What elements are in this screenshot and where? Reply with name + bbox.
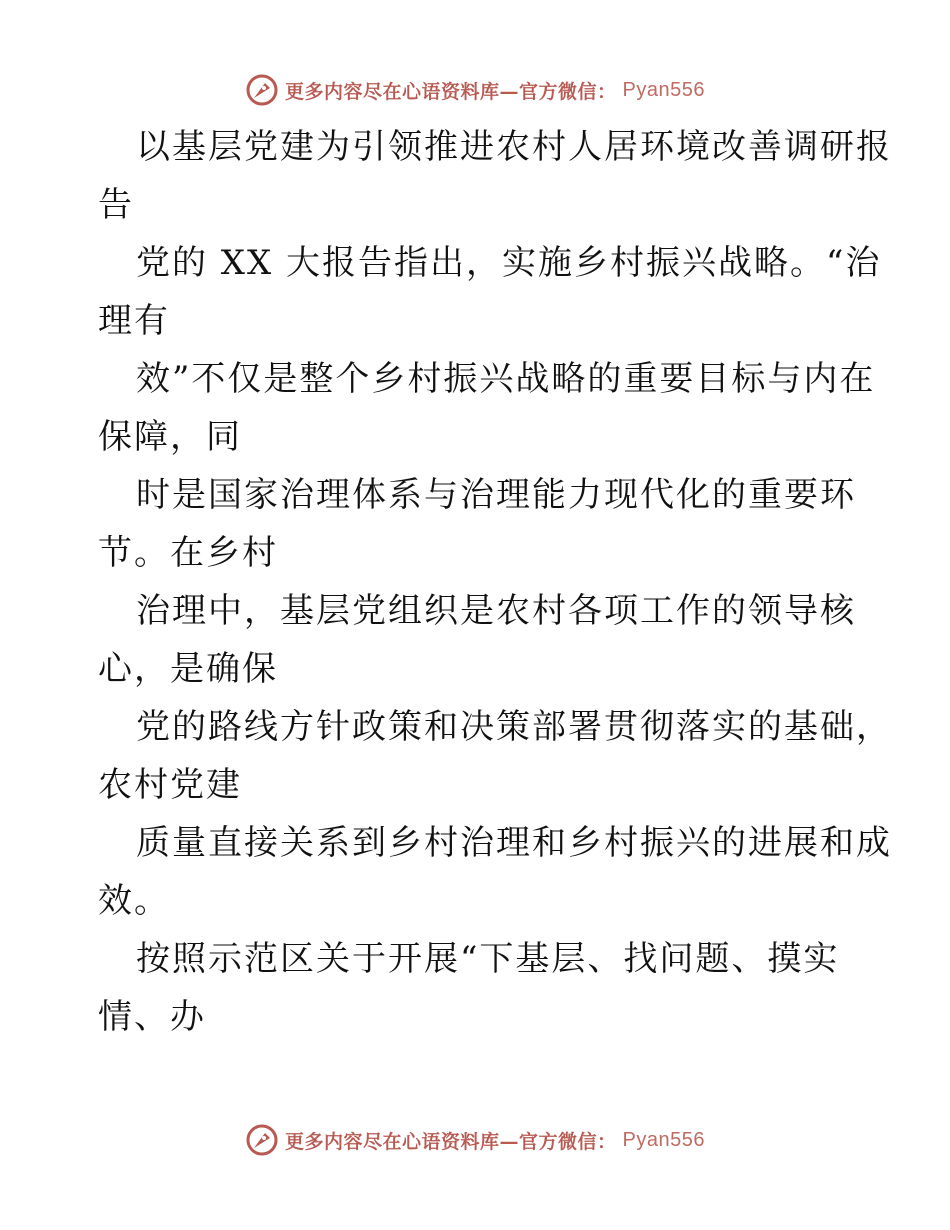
pen-nib-in-circle-icon xyxy=(245,73,279,107)
document-line: 治理中，基层党组织是农村各项工作的领导核 xyxy=(136,591,856,631)
document-line: 效。 xyxy=(98,881,170,921)
document-line: 保障，同 xyxy=(98,417,242,457)
document-body xyxy=(98,118,892,1046)
document-line: 党的路线方针政策和决策部署贯彻落实的基础， xyxy=(136,707,892,747)
document-line: 理有 xyxy=(98,301,170,341)
header-watermark xyxy=(0,70,950,110)
pen-nib-in-circle-icon xyxy=(245,1123,279,1157)
watermark-text: 更多内容尽在心语资料库—官方微信： xyxy=(285,1130,617,1153)
document-line: 农村党建 xyxy=(98,765,242,805)
document-line: 以基层党建为引领推进农村人居环境改善调研报 xyxy=(136,127,892,167)
document-line: 心，是确保 xyxy=(98,649,278,689)
document-line: 效”不仅是整个乡村振兴战略的重要目标与内在 xyxy=(136,359,876,399)
document-line: 党的 XX 大报告指出，实施乡村振兴战略。“治 xyxy=(136,243,882,283)
document-line: 告 xyxy=(98,185,134,225)
document-line: 时是国家治理体系与治理能力现代化的重要环 xyxy=(136,475,856,515)
watermark-account: Pyan556 xyxy=(622,78,705,101)
footer-watermark xyxy=(0,1120,950,1160)
document-line: 质量直接关系到乡村治理和乡村振兴的进展和成 xyxy=(136,823,892,863)
document-line: 情、办 xyxy=(98,997,206,1037)
document-line: 按照示范区关于开展“下基层、找问题、摸实 xyxy=(136,939,840,979)
document-line: 节。在乡村 xyxy=(98,533,278,573)
watermark-account: Pyan556 xyxy=(622,1128,705,1151)
watermark-text: 更多内容尽在心语资料库—官方微信： xyxy=(285,80,617,103)
